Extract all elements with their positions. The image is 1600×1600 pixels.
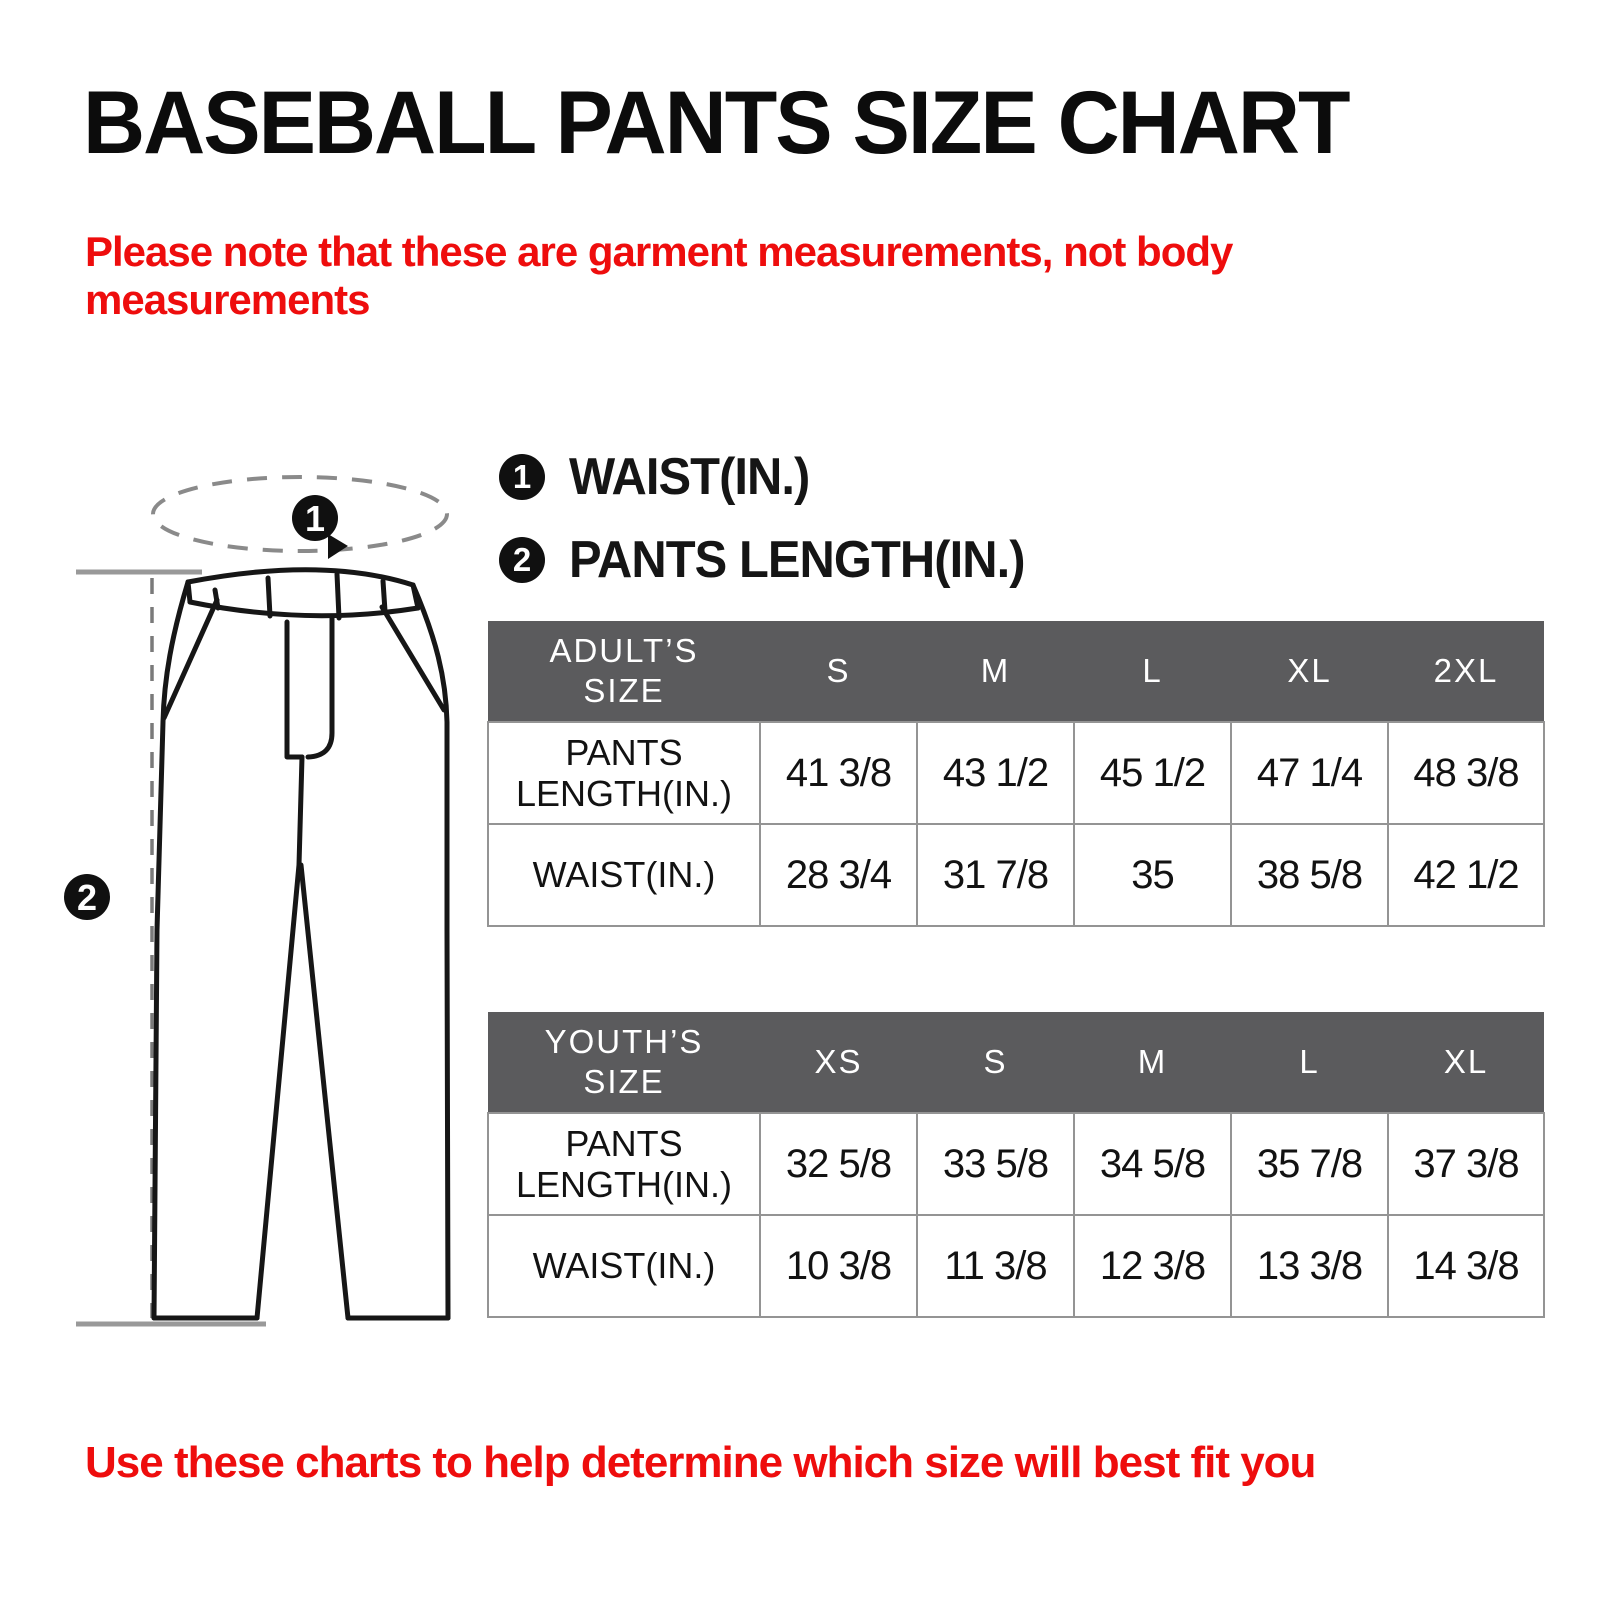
adult-col-header-s: S	[760, 621, 917, 722]
adult-col-header-xl: XL	[1231, 621, 1388, 722]
youth-pants-length-label	[488, 1113, 760, 1215]
size-value-cell: 35	[1074, 824, 1231, 926]
adult-corner-line2: SIZE	[583, 672, 665, 709]
size-value-cell: 33 5/8	[917, 1113, 1074, 1215]
legend-item-waist	[499, 447, 1054, 507]
adult-col-header-m: M	[917, 621, 1074, 722]
size-value-cell: 47 1/4	[1231, 722, 1388, 824]
youth-waist-label	[488, 1215, 760, 1317]
youth-col-header-s: S	[917, 1012, 1074, 1113]
size-value-cell: 35 7/8	[1231, 1113, 1388, 1215]
pants-measurement-diagram	[60, 450, 480, 1350]
row-label-line1: PANTS	[565, 1122, 683, 1164]
size-value-cell: 32 5/8	[760, 1113, 917, 1215]
adult-waist-label	[488, 824, 760, 926]
adult-size-table	[487, 621, 1545, 927]
youth-header-row	[488, 1012, 1544, 1113]
size-value-cell: 43 1/2	[917, 722, 1074, 824]
row-label-line2: LENGTH(IN.)	[516, 773, 732, 814]
size-value-cell: 28 3/4	[760, 824, 917, 926]
row-label-line1: WAIST(IN.)	[532, 1245, 716, 1287]
size-value-cell: 45 1/2	[1074, 722, 1231, 824]
marker-2-number: 2	[76, 877, 98, 918]
size-value-cell: 34 5/8	[1074, 1113, 1231, 1215]
size-value-cell: 13 3/8	[1231, 1215, 1388, 1317]
footer-help-note: Use these charts to help determine which size will best fit you	[85, 1438, 1316, 1487]
size-value-cell: 38 5/8	[1231, 824, 1388, 926]
adult-corner-header	[488, 621, 760, 722]
youth-size-table	[487, 1012, 1545, 1318]
adult-pants-length-label	[488, 722, 760, 824]
legend-waist-label: WAIST(IN.)	[569, 448, 810, 506]
legend-item-pants-length	[499, 530, 1054, 590]
size-value-cell: 31 7/8	[917, 824, 1074, 926]
size-value-cell: 42 1/2	[1388, 824, 1544, 926]
adult-corner-line1: ADULT’S	[549, 632, 699, 670]
adult-waist-row	[488, 824, 1544, 926]
youth-pants-length-row	[488, 1113, 1544, 1215]
garment-measurement-note	[85, 228, 1232, 324]
adult-col-header-2xl: 2XL	[1388, 621, 1544, 722]
youth-col-header-l: L	[1231, 1012, 1388, 1113]
size-value-cell: 11 3/8	[917, 1215, 1074, 1317]
size-value-cell: 37 3/8	[1388, 1113, 1544, 1215]
legend-pants-length-label: PANTS LENGTH(IN.)	[569, 531, 1025, 589]
number-1-badge-icon: 1	[499, 454, 545, 500]
youth-col-header-m: M	[1074, 1012, 1231, 1113]
pants-line-drawing-icon	[60, 450, 480, 1350]
page-title: BASEBALL PANTS SIZE CHART	[83, 73, 1349, 173]
row-label-line2: LENGTH(IN.)	[516, 1164, 732, 1205]
size-value-cell: 10 3/8	[760, 1215, 917, 1317]
size-value-cell: 12 3/8	[1074, 1215, 1231, 1317]
number-2-badge-icon: 2	[499, 537, 545, 583]
youth-waist-row	[488, 1215, 1544, 1317]
note-line-2: measurements	[85, 275, 370, 323]
size-value-cell: 48 3/8	[1388, 722, 1544, 824]
marker-1-number: 1	[304, 498, 326, 539]
row-label-line1: PANTS	[565, 731, 683, 773]
youth-col-header-xl: XL	[1388, 1012, 1544, 1113]
youth-corner-line1: YOUTH’S	[544, 1023, 704, 1061]
pants-outline	[154, 570, 448, 1318]
adult-col-header-l: L	[1074, 621, 1231, 722]
youth-corner-line2: SIZE	[583, 1063, 665, 1100]
waist-arrow-head-icon	[328, 534, 348, 559]
youth-corner-header	[488, 1012, 760, 1113]
note-line-1: Please note that these are garment measurements, not body	[85, 228, 1233, 275]
size-value-cell: 41 3/8	[760, 722, 917, 824]
adult-pants-length-row	[488, 722, 1544, 824]
adult-header-row	[488, 621, 1544, 722]
youth-col-header-xs: XS	[760, 1012, 917, 1113]
measurement-legend	[499, 447, 1054, 590]
row-label-line1: WAIST(IN.)	[532, 854, 716, 896]
size-value-cell: 14 3/8	[1388, 1215, 1544, 1317]
